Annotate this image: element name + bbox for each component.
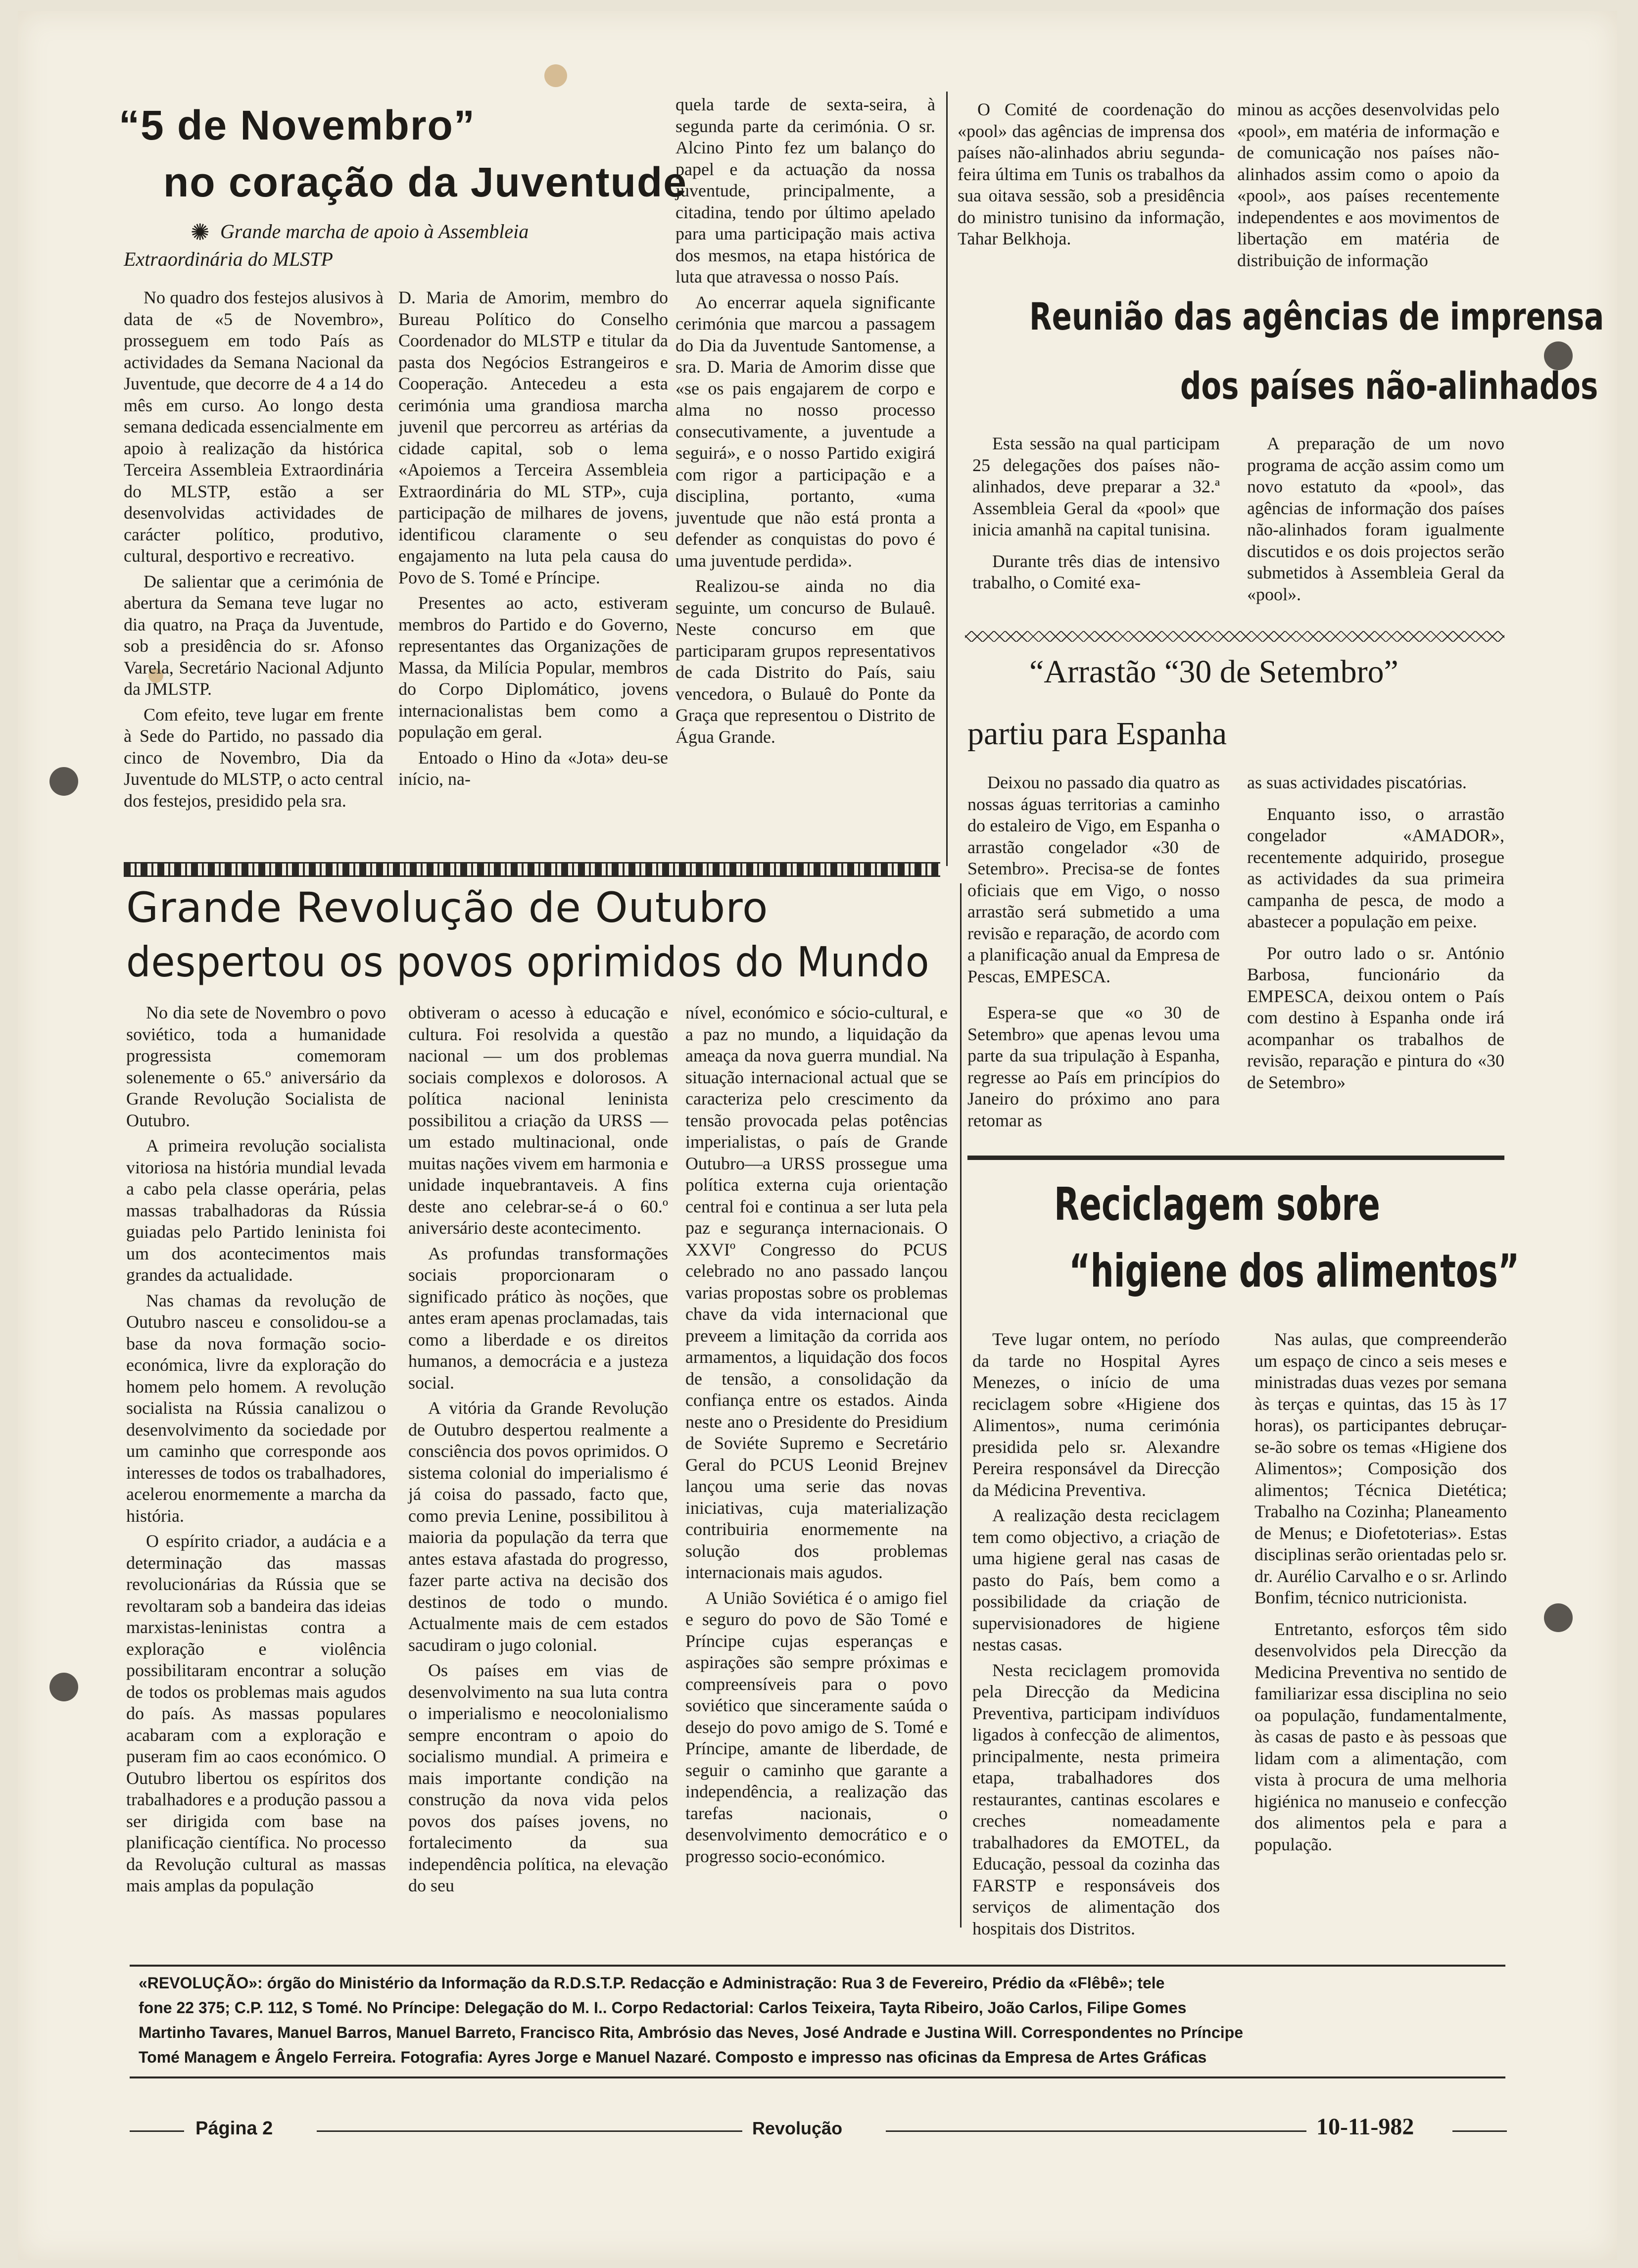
paragraph: Durante três dias de intensivo trabalho, o Comité exa- <box>972 551 1220 592</box>
masthead-line: «REVOLUÇÃO»: órgão do Ministério da Informação da R.D.S.T.P. Redacção e Administração: Rua 3 de Fevereiro, Prédio da «Flêbê»; tele <box>139 1974 1165 1992</box>
paragraph: As profundas transformações sociais proporcionaram o significado prático às noções, que antes eram apenas proclamadas, tais como a liberdade e os direitos humanos, a democrácia e a justeza social. <box>408 1243 668 1393</box>
paragraph: Com efeito, teve lugar em frente à Sede do Partido, no passado dia cinco de Novembro, Dia da Juventude do MLSTP, o acto central dos festejos, presidido pela sra. <box>124 704 384 811</box>
paragraph: A vitória da Grande Revolução de Outubro despertou realmente a consciência dos povos oprimidos. O sistema colonial do imperialismo é já coisa do passado, facto que, como previa Lenine, possibilitou à maioria da população da terra que antes estava afastada do progresso, fazer parte activa na decisão dos destinos de todo o mundo. Actualmente mais de cem estados sacudiram o jugo colonial. <box>408 1398 668 1655</box>
article-column <box>126 1002 386 1897</box>
paragraph: quela tarde de sexta-seira, à segunda parte da cerimónia. O sr. Alcino Pinto fez um balanço do papel e da actuação da nossa juventude, principalmente, a citadina, tendo por último apelado para uma participação mais activa dos mesmos, na etapa histórica de luta que atravessa o nosso País. <box>675 95 935 287</box>
paragraph: minou as acções desenvolvidas pelo «pool», em matéria de informação e de comunicação nos países não-alinhados assim como o apoio da «pool», aos países recentemente independentes e aos movimentos de libertação em matéria de distribuição de informação <box>1237 99 1499 270</box>
paragraph: Teve lugar ontem, no período da tarde no Hospital Ayres Menezes, o início de uma reciclagem sobre «Higiene dos Alimentos», numa cerimónia presidida pelo sr. Alexandre Pereira responsável da Direcção da Médicina Preventiva. <box>972 1329 1220 1500</box>
paragraph: No quadro dos festejos alusivos à data de «5 de Novembro», prosseguem em todo País as actividades da Semana Nacional da Juventude, que decorre de 4 a 14 do mês em curso. Ao longo desta semana dedicada essencialmente em apoio à realização da histórica Terceira Assembleia Extraordinária do MLSTP, estão a ser desenvolvidas actividades de carácter político, produtivo, cultural, desportivo e recreativo. <box>124 288 384 566</box>
article-column <box>124 287 384 812</box>
footer-rule <box>317 2130 742 2132</box>
paragraph: Enquanto isso, o arrastão congelador «AMADOR», recentemente adquirido, prosegue as actividades da sua primeira campanha de pesca, de modo a abastecer a população em peixe. <box>1247 804 1504 931</box>
column-divider <box>960 883 962 1928</box>
article-column <box>685 1002 948 1867</box>
article-title: “higiene dos alimentos” <box>1069 1245 1520 1298</box>
paragraph: O espírito criador, a audácia e a determinação das massas revolucionárias da Rússia que se revoltaram sob a bandeira das ideias marxistas-leninistas contra a exploração e violência possibilitaram encontrar a solução de todos os problemas mais agudos do país. As massas populares acabaram com a exploração e puseram fim ao caos económico. O Outubro libertou os espíritos dos trabalhadores e a produção passou a ser dirigida com base na planificação científica. No processo da Revolução cultural as massas mais amplas da população <box>126 1531 386 1895</box>
masthead-box <box>130 1965 1505 2078</box>
article-title: dos países não-alinhados <box>1180 364 1598 408</box>
masthead-line: Martinho Tavares, Manuel Barros, Manuel Barreto, Francisco Rita, Ambrósio das Neves, José Andrade e Justina Will. Correspondentes no Príncipe <box>139 2024 1243 2041</box>
issue-date: 10-11-982 <box>1316 2114 1414 2140</box>
paragraph: nível, económico e sócio-cultural, e a paz no mundo, a liquidação da ameaça da nova guerra mundial. Na situação internacional actual que se caracteriza pelo crescimento da tensão provocada pelas potências imperialistas, o país de Grande Outubro—a URSS prossegue uma política externa cuja orientação central foi e continua a ser luta pela paz e segurança internacionais. O XXVIº Congresso do PCUS celebrado no ano passado lançou varias propostas sobre os problemas chave da vida internacional que preveem a limitação da corrida aos armamentos, a liquidação dos focos de tensão, a consolidação da confiança entre os estados. Ainda neste ano o Presidente do Presidium de Soviéte Supremo e Secretário Geral do PCUS Leonid Brejnev lançou uma serie das novas iniciativas, cuja materialização contribuiria enormemente na solução dos problemas internacionais mais agudos. <box>685 1003 948 1582</box>
article-column <box>1247 772 1504 1093</box>
article-title: Grande Revolução de Outubro <box>126 883 769 932</box>
paragraph: Nesta reciclagem promovida pela Direcção da Medicina Preventiva, participam indivíduos ligados à confecção de alimentos, principalmente, nesta primeira etapa, trabalhadores dos restaurantes, cantinas escolares e creches nomeadamente trabalhadores da EMOTEL, da Educação, pessoal da cozinha das FARSTP e responsáveis dos serviços de alimentação dos hospitais dos Distritos. <box>972 1660 1220 1938</box>
paragraph: A realização desta reciclagem tem como objectivo, a criação de uma higiene geral nas casas de pasto do País, bem como a possibilidade da criação de supervisionadores de higiene nestas casas. <box>972 1505 1220 1654</box>
column-divider <box>946 92 948 866</box>
paragraph: A preparação de um novo programa de acção assim como um novo estatuto da «pool», das agências de informação dos países não-alinhados foram igualmente discutidos e os dois projectos serão submetidos à Assembleia Geral da «pool». <box>1247 434 1504 604</box>
article-title: “Arrastão “30 de Setembro” <box>1029 654 1398 690</box>
punch-hole <box>49 1673 78 1701</box>
article-column <box>1237 99 1499 271</box>
article-title: Reciclagem sobre <box>1054 1178 1380 1231</box>
paragraph: obtiveram o acesso à educação e cultura. Foi resolvida a questão nacional — um dos problemas sociais complexos e dolorosos. A política nacional leninista possibilitou a criação da URSS — um estado multinacional, onde muitas nações vivem em harmonia e unidade inquebrantaveis. A fins deste ano celebrar-se-á o 60.º aniversário deste acontecimento. <box>408 1003 668 1238</box>
article-column <box>967 772 1220 1131</box>
page-number: Página 2 <box>195 2118 273 2139</box>
punch-hole <box>1544 1603 1573 1632</box>
paragraph: Por outro lado o sr. António Barbosa, funcionário da EMPESCA, deixou ontem o País com destino à Espanha onde irá acompanhar os trabalhos de revisão, reparação e pintura do «30 de Setembro» <box>1247 943 1504 1092</box>
article-column <box>972 433 1220 594</box>
article-title: despertou os povos oprimidos do Mundo <box>126 938 930 986</box>
article-column <box>1247 433 1504 605</box>
chain-divider <box>124 862 940 877</box>
paragraph: Ao encerrar aquela significante cerimónia que marcou a passagem do Dia da Juventude Santomense, a sra. D. Maria de Amorim disse que «se os pais engajarem de corpo e alma no nosso processo consecutivamente, a juventude a seguirá», e o nosso Partido exigirá com rigor a participação e a disciplina, portanto, «uma juventude que não está pronta a defender as conquistas do povo é uma juventude perdida». <box>675 292 935 571</box>
article-subtitle: Grande marcha de apoio à Assembleia Extraordinária do MLSTP <box>124 220 529 270</box>
article-title: “5 de Novembro” <box>119 102 476 148</box>
article-title: partiu para Espanha <box>967 716 1227 752</box>
paragraph: Entoado o Hino da «Jota» deu-se início, na- <box>398 747 668 789</box>
article-title: no coração da Juventude <box>163 159 687 205</box>
paragraph: Nas chamas da revolução de Outubro nasceu e consolidou-se a base da nova formação socio-económica, livre da exploração do homem pelo homem. A revolução socialista na Rússia canalizou o desenvolvimento da sociedade por um caminho que corresponde aos interesses de todos os trabalhadores, acelerou enormemente a marcha da história. <box>126 1290 386 1526</box>
diamond-divider <box>965 631 1504 642</box>
paragraph: Esta sessão na qual participam 25 delegações dos países não-alinhados, deve preparar a 32.ª Assembleia Geral da «pool» que inicia amanhã na capital tunisina. <box>972 434 1220 539</box>
paper-name: Revolução <box>752 2118 843 2138</box>
footer-rule <box>1452 2130 1507 2132</box>
footer-rule <box>130 2130 184 2132</box>
article-title: Reunião das agências de imprensa <box>1029 294 1604 338</box>
article-column <box>1254 1329 1507 1855</box>
article-column <box>675 94 935 748</box>
masthead-line: Tomé Managem e Ângelo Ferreira. Fotografia: Ayres Jorge e Manuel Nazaré. Composto e impresso nas oficinas da Empresa de Artes Gráficas <box>139 2048 1207 2066</box>
paragraph: Nas aulas, que compreenderão um espaço de cinco a seis meses e ministradas duas vezes por semana às terças e quintas, das 15 às 17 horas), os participantes debruçar-se-ão sobre os temas «Higiene dos Alimentos»; Composição dos alimentos; Técnica Dietética; Trabalho na Cozinha; Planeamento de Menus; e Diofetoterias». Estas disciplinas serão orientadas pelo sr. dr. Aurélio Carvalho e o sr. Arlindo Bonfim, técnico nutricionista. <box>1254 1329 1507 1607</box>
paragraph: A União Soviética é o amigo fiel e seguro do povo de São Tomé e Príncipe cujas esperanças e aspirações são sempre próximas e compreensíveis para o povo soviético que sinceramente saúda o desejo do povo amigo de S. Tomé e Príncipe, amante de liberdade, de seguir o caminho que garante a independência, a realização das tarefas nacionais, o desenvolvimento democrático e o progresso socio-económico. <box>685 1588 948 1866</box>
paper-stain <box>544 64 567 87</box>
section-divider <box>967 1156 1504 1160</box>
paragraph: Deixou no passado dia quatro as nossas águas territorias a caminho do estaleiro de Vigo, em Espanha o arrastão congelador «30 de Setembro». Precisa-se de fontes oficiais que em Vigo, o nosso arrastão será submetido a uma revisão e reparação, de acordo com a planificação anual da Empresa de Pescas, EMPESCA. <box>967 772 1220 986</box>
footer-rule <box>886 2130 1306 2132</box>
article-column <box>972 1329 1220 1939</box>
paragraph: Espera-se que «o 30 de Setembro» que apenas levou uma parte da sua tripulação à Espanha, regresse ao País em princípios do Janeiro do próximo ano para retomar as <box>967 1003 1220 1130</box>
article-column <box>398 287 668 790</box>
masthead-line: fone 22 375; C.P. 112, S Tomé. No Príncipe: Delegação do M. I.. Corpo Redactorial: Carlos Teixeira, Tayta Ribeiro, João Carlos, Filipe Gomes <box>139 1999 1187 2017</box>
paragraph: Realizou-se ainda no dia seguinte, um concurso de Bulauê. Neste concurso em que participaram grupos representativos de cada Distrito do País, saiu vencedora, o Bulauê do Ponte da Graça que representou o Distrito de Água Grande. <box>675 576 935 747</box>
punch-hole <box>49 767 78 796</box>
paragraph: Entretanto, esforços têm sido desenvolvidos pela Direcção da Medicina Preventiva no sentido de familiarizar essa disciplina no seio oa população, fundamentalmente, às casas de pasto e às pessoas que lidam com a alimentação, com vista à procura de uma melhoria higiénica no manuseio e confecção dos alimentos pela e para a população. <box>1254 1619 1507 1854</box>
paragraph: A primeira revolução socialista vitoriosa na história mundial levada a cabo pela classe operária, pelas massas trabalhadoras da Rússia guiadas pelo Partido leninista foi um dos acontecimentos mais grandes da actualidade. <box>126 1136 386 1285</box>
paragraph: Os países em vias de desenvolvimento na sua luta contra o imperialismo e neocolonialismo sempre encontram o apoio do socialismo mundial. A primeira e mais importante condição na construção da nova vida pelos povos dos países jovens, no fortalecimento da sua independência política, na elevação do seu <box>408 1660 668 1895</box>
paragraph: Presentes ao acto, estiveram membros do Partido e do Governo, representantes das Organizações de Massa, da Milícia Popular, membros do Corpo Diplomático, jovens internacionalistas bem como a população em geral. <box>398 593 668 742</box>
asterisk-ornament-icon: ✺ <box>191 220 210 245</box>
paragraph: D. Maria de Amorim, membro do Bureau Político do Conselho Coordenador do MLSTP e titular da pasta dos Negócios Estrangeiros e Cooperação. Antecedeu a esta cerimónia uma grandiosa marcha juvenil que percorreu as artérias da cidade capital, sob o lema «Apoiemos a Terceira Assembleia Extraordinária do ML STP», cuja participação de milhares de jovens, identificou claramente o seu engajamento na luta pela causa do Povo de S. Tomé e Príncipe. <box>398 288 668 587</box>
paragraph: No dia sete de Novembro o povo soviético, toda a humanidade progressista comemoram solenemente o 65.º aniversário da Grande Revolução Socialista de Outubro. <box>126 1003 386 1130</box>
article-column <box>408 1002 668 1897</box>
paragraph: as suas actividades piscatórias. <box>1247 772 1467 792</box>
article-column <box>958 99 1225 250</box>
paragraph: O Comité de coordenação do «pool» das agências de imprensa dos países não-alinhados abriu segunda-feira última em Tunis os trabalhos da sua oitava sessão, sob a presidência do ministro tunisino da informação, Tahar Belkhoja. <box>958 99 1225 248</box>
paragraph: De salientar que a cerimónia de abertura da Semana teve lugar no dia quatro, na Praça da Juventude, sob a presidência do sr. Afonso Varela, Secretário Nacional Adjunto da JMLSTP. <box>124 571 384 699</box>
